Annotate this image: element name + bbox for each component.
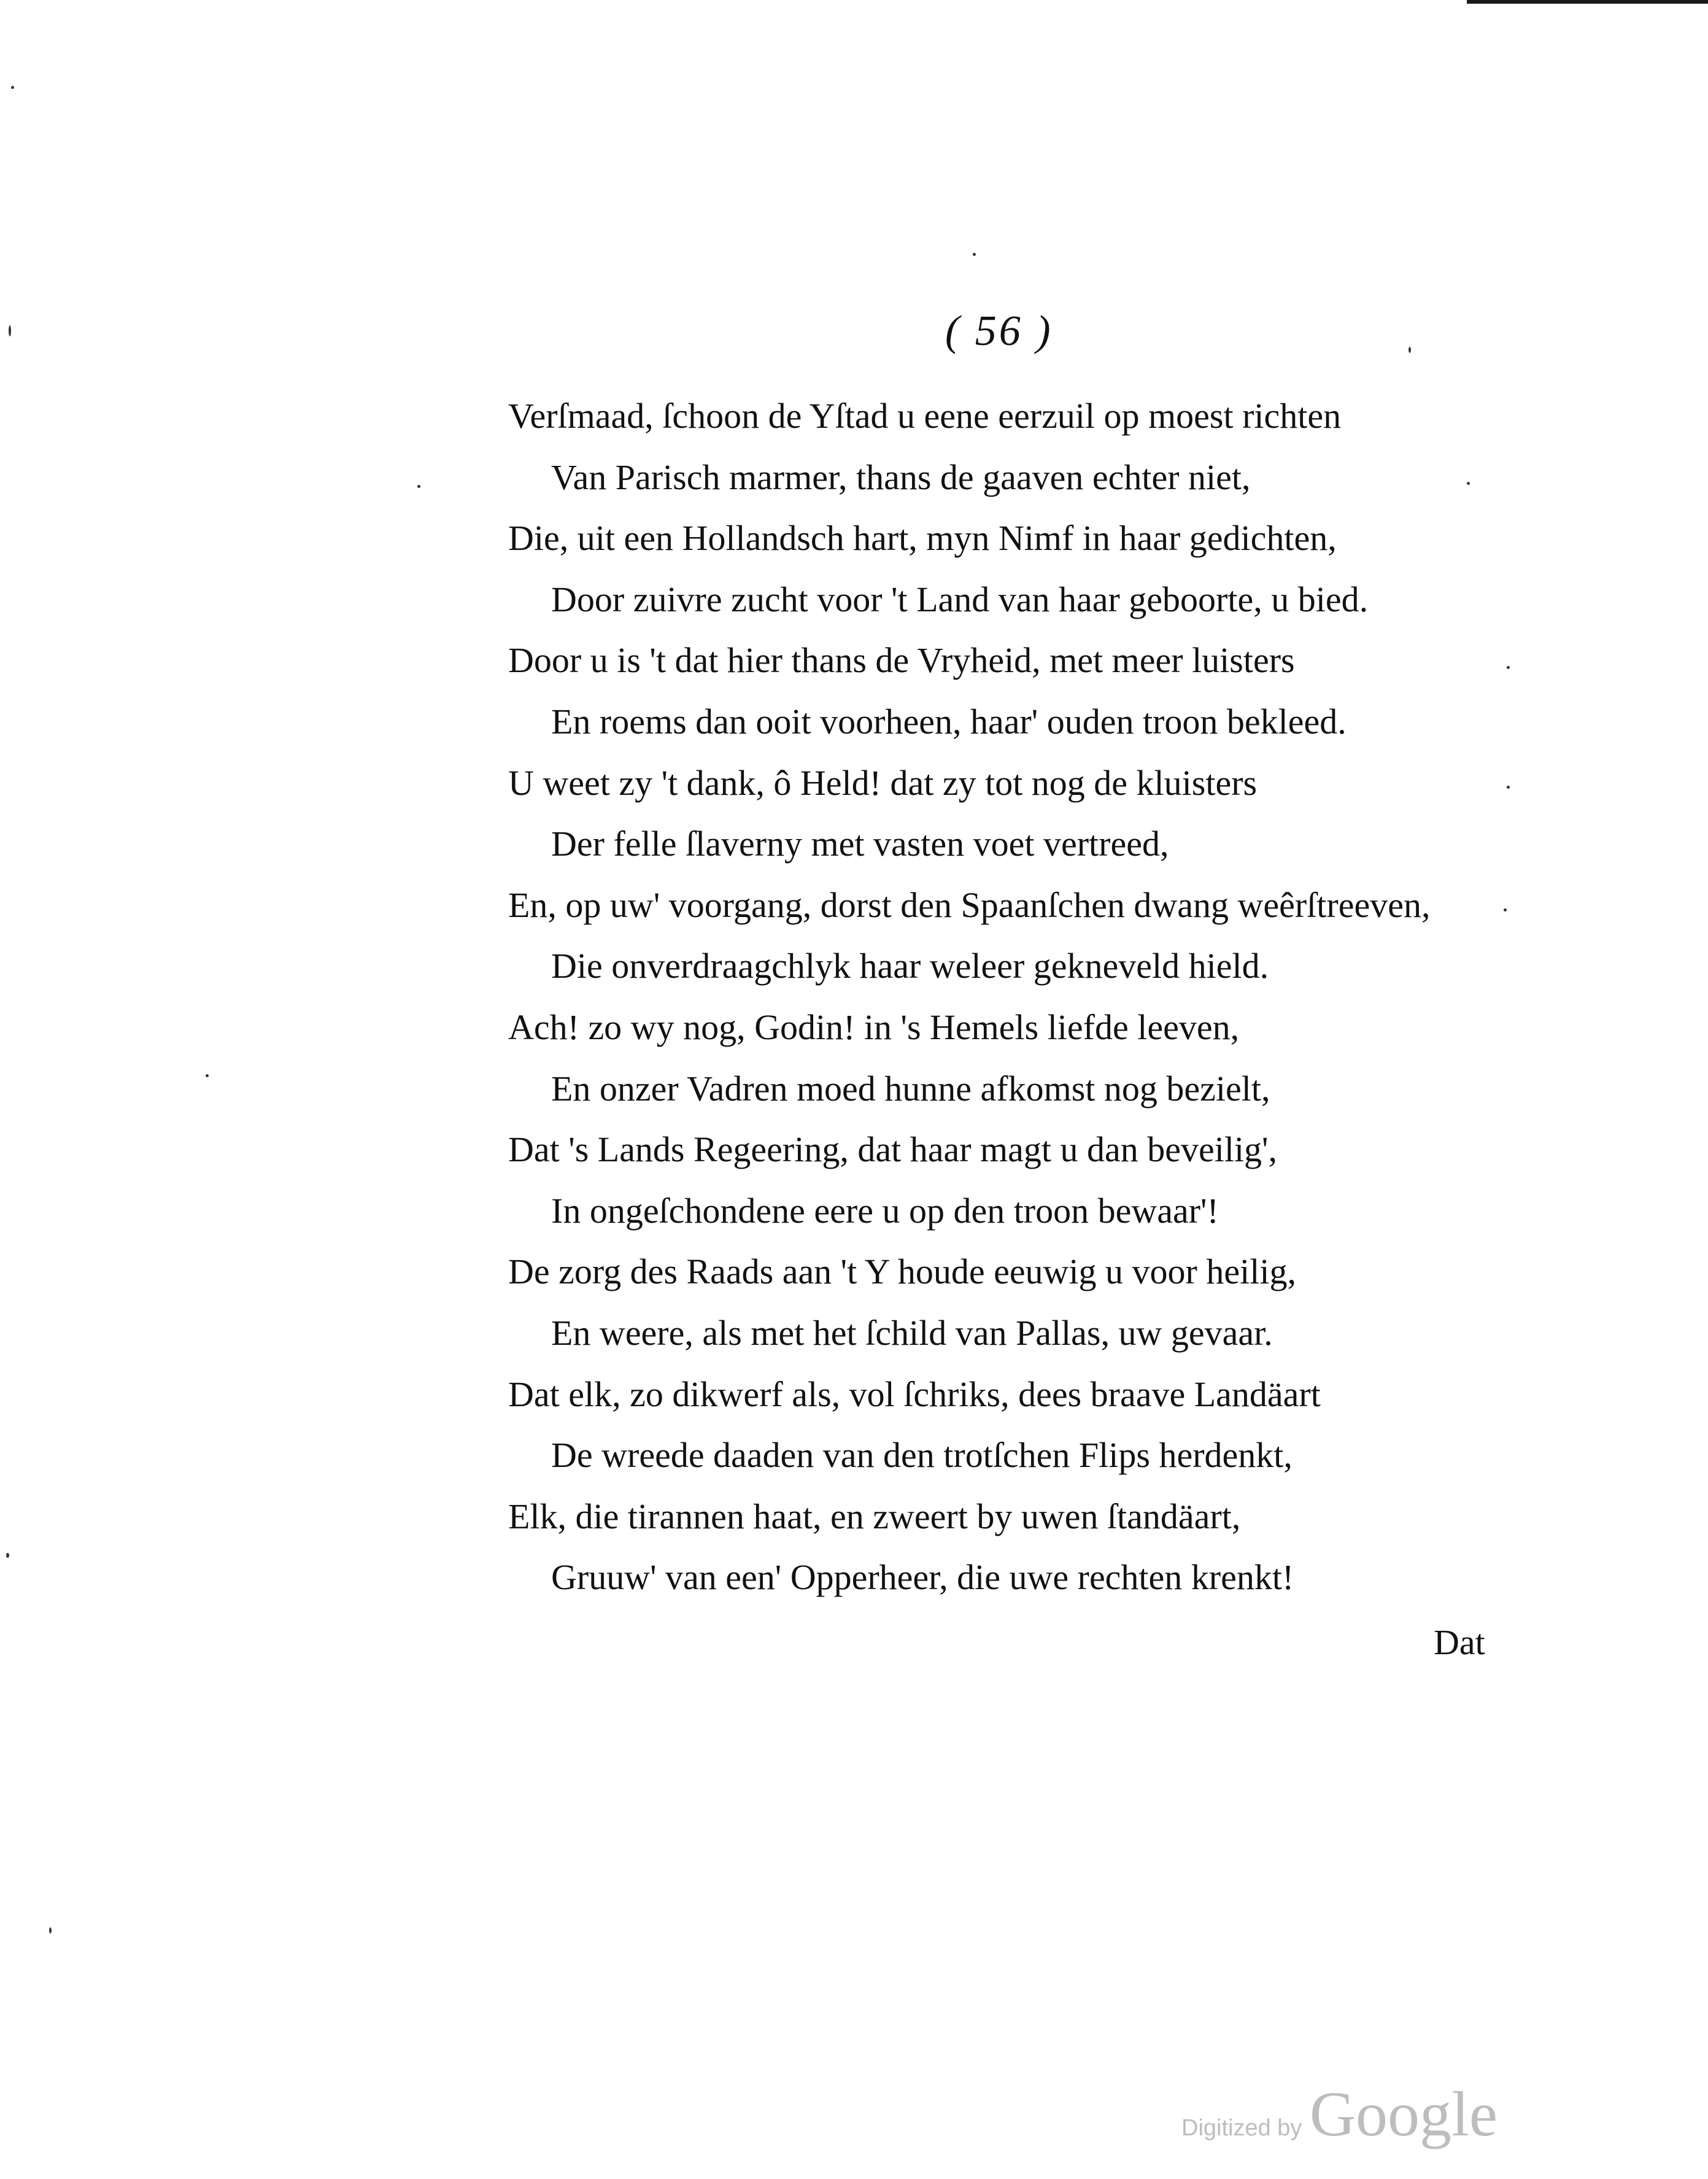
poem-line: De zorg des Raads aan 't Y houde eeuwig u voor heilig, — [508, 1252, 1296, 1292]
poem-text — [508, 385, 1527, 1608]
poem-line: Door u is 't dat hier thans de Vryheid, met meer luisters — [508, 640, 1295, 681]
poem-line: Ach! zo wy nog, Godin! in 's Hemels liefde leeven, — [508, 1007, 1240, 1047]
digitized-by-watermark — [1181, 2078, 1497, 2151]
poem-line: U weet zy 't dank, ô Held! dat zy tot nog de kluisters — [508, 762, 1258, 803]
poem-line: Door zuivre zucht voor 't Land van haar geboorte, u bied. — [551, 579, 1369, 619]
poem-line: De wreede daaden van den trotſchen Flips herdenkt, — [551, 1435, 1293, 1476]
scan-speck — [9, 325, 11, 336]
poem-line: Elk, die tirannen haat, en zweert by uwen ſtandäart, — [508, 1496, 1241, 1536]
scan-speck — [1409, 347, 1411, 353]
poem-line: Die onverdraagchlyk haar weleer gekneveld hield. — [551, 946, 1269, 986]
poem-line: En weere, als met het ſchild van Pallas, uw gevaar. — [551, 1312, 1273, 1353]
scan-speck — [11, 86, 14, 89]
scan-speck — [1467, 482, 1470, 485]
poem-line: En onzer Vadren moed hunne afkomst nog bezielt, — [551, 1068, 1270, 1109]
poem-line: Van Parisch marmer, thans de gaaven echter niet, — [551, 457, 1251, 497]
poem-line: En, op uw' voorgang, dorst den Spaanſchen dwang weêrſtreeven, — [508, 884, 1431, 925]
poem-line: In ongeſchondene eere u op den troon bewaar'! — [551, 1190, 1219, 1231]
scan-speck — [6, 1553, 9, 1558]
poem-line: Die, uit een Hollandsch hart, myn Nimf in haar gedichten, — [508, 518, 1337, 559]
scan-speck — [1507, 786, 1510, 789]
scan-speck — [49, 1927, 52, 1933]
poem-line: En roems dan ooit voorheen, haar' ouden troon bekleed. — [551, 701, 1347, 741]
scan-speck — [973, 253, 976, 256]
scan-speck — [206, 1074, 209, 1077]
poem-line: Gruuw' van een' Opperheer, die uwe rechten krenkt! — [551, 1557, 1294, 1598]
poem-line: Dat 's Lands Regeering, dat haar magt u dan beveilig', — [508, 1129, 1278, 1170]
poem-line: Der felle ſlaverny met vasten voet vertreed, — [551, 824, 1169, 864]
scan-speck — [1504, 908, 1507, 911]
scan-speck — [417, 485, 420, 488]
scan-speck — [1507, 666, 1510, 669]
catchword: Dat — [1434, 1622, 1485, 1662]
watermark-prefix: Digitized by — [1181, 2115, 1302, 2141]
top-edge-rule — [1467, 0, 1708, 4]
google-logo: Google — [1309, 2079, 1498, 2150]
page-number: ( 56 ) — [945, 308, 1053, 355]
poem-line: Dat elk, zo dikwerf als, vol ſchriks, dees braave Landäart — [508, 1374, 1321, 1414]
poem-line: Verſmaad, ſchoon de Yſtad u eene eerzuil op moest richten — [508, 396, 1342, 436]
